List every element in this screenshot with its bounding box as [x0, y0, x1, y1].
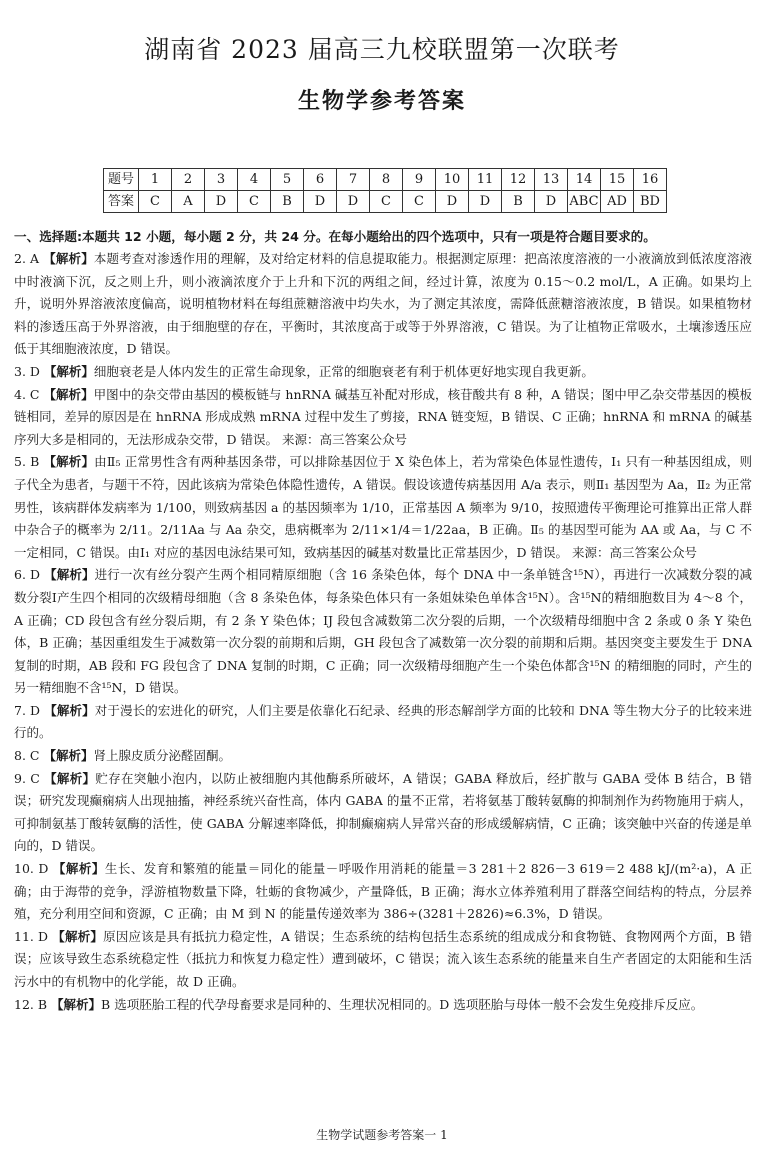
analysis-tag: 【解析】 — [43, 386, 94, 402]
question-number-cell: 15 — [601, 169, 634, 191]
answer-cell: BD — [634, 191, 667, 213]
document-title: 湖南省 2023 届高三九校联盟第一次联考 — [144, 35, 620, 64]
page-footer: 生物学试题参考答案一 1 — [316, 1128, 448, 1142]
question-explanation — [14, 248, 752, 361]
question-answer-label: 6. D — [14, 567, 41, 583]
explanation-text: 进行一次有丝分裂产生两个相同精原细胞（含 16 条染色体，每个 DNA 中一条单链含¹⁵N），再进行一次减数分裂的减数分裂Ⅰ产生四个相同的次级精母细胞（含 8 条染色体，每条染色体只有一条姐妹染色单体含¹⁵N）。含¹⁵N的精细胞数目为 4～8 个，A 正确；CD 段包含有丝分裂后期，有 2 条 Y 染色体；IJ 段包含减数第二次分裂的后期，一个次级精母细胞中含 2 条或 0 条 Y 染色体，B 正确；基因重组发生于减数第一次分裂的前期和后期，GH 段包含了减数第一次分裂的前期和后期。基因突变主要发生于 DNA 复制的时期，AB 段和 FG 段包含了 DNA 复制的时期，C 正确；同一次级精母细胞产生一个染色体都含¹⁵N 的精细胞的同时，产生的另一精细胞不含¹⁵N，D 错误。 — [14, 567, 752, 696]
explanation-text: B 选项胚胎工程的代孕母畜要求是同种的、生理状况相同的。D 选项胚胎与母体一般不会发生免疫排斥反应。 — [101, 996, 704, 1012]
source-note: 来源：高三答案公众号 — [571, 544, 697, 560]
question-number-cell: 5 — [271, 169, 304, 191]
answer-cell: D — [535, 191, 568, 213]
explanation-text: 由Ⅱ₅ 正常男性含有两种基因条带，可以排除基因位于 X 染色体上，若为常染色体显性遗传，Ⅰ₁ 只有一种基因组成，则子代全为患者，与题干不符，因此该病为常染色体隐性遗传，A 错误。假设该遗传病基因用 A/a 表示，则Ⅱ₁ 基因型为 Aa，Ⅱ₂ 为正常男性，该病群体发病率为 1/100，则致病基因 a 的基因频率为 1/10，正常基因 A 频率为 9/10，按照遗传平衡理论可推算出正常人群中杂合子的概率为 2/11。2/11Aa 与 Aa 杂交，患病概率为 2/11×1/4＝1/22aa，B 正确。Ⅱ₅ 的基因型可能为 AA 或 Aa，与 C 不一定相同，C 错误。由Ⅰ₁ 对应的基因电泳结果可知，致病基因的碱基对数量比正常基因少，D 错误。 — [14, 454, 752, 560]
question-number-cell: 12 — [502, 169, 535, 191]
question-explanation — [14, 564, 752, 700]
analysis-tag: 【解析】 — [43, 748, 94, 764]
analysis-tag: 【解析】 — [44, 770, 96, 786]
answer-cell: D — [205, 191, 238, 213]
question-number-cell: 4 — [238, 169, 271, 191]
question-answer-label: 4. C — [14, 386, 40, 402]
question-explanation — [14, 384, 752, 452]
analysis-tag: 【解析】 — [44, 567, 95, 583]
section-heading: 一、选择题:本题共 12 小题，每小题 2 分，共 24 分。在每小题给出的四个选项中，只有一项是符合题目要求的。 — [14, 229, 656, 244]
answer-cell: ABC — [568, 191, 601, 213]
question-answer-label: 3. D — [14, 363, 40, 379]
answer-cell: C — [238, 191, 271, 213]
analysis-tag: 【解析】 — [52, 928, 104, 944]
table-row-label: 答案 — [104, 191, 139, 213]
analysis-tag: 【解析】 — [43, 251, 94, 266]
question-explanation — [14, 768, 752, 858]
question-number-cell: 13 — [535, 169, 568, 191]
question-answer-label: 10. D — [14, 861, 49, 877]
question-explanation — [14, 926, 752, 994]
answer-table-answer-row — [104, 191, 667, 213]
question-number-cell: 8 — [370, 169, 403, 191]
analysis-tag: 【解析】 — [52, 861, 105, 877]
explanation-text: 生长、发育和繁殖的能量＝同化的能量－呼吸作用消耗的能量＝3 281＋2 826－3 619＝2 488 kJ/(m²·a)，A 正确；由于海带的竞争，浮游植物数量下降，牡蛎的食物减少，产量降低，B 正确；海水立体养殖利用了群落空间结构的特点，分层养殖，充分利用空间和资源，C 正确；由 M 到 N 的能量传递效率为 386÷(3281＋2826)≈6.3%，D 错误。 — [14, 861, 752, 922]
answer-explanations — [14, 248, 752, 1016]
table-row-label: 题号 — [104, 169, 139, 191]
answer-cell: C — [403, 191, 436, 213]
question-answer-label: 5. B — [14, 454, 40, 470]
explanation-text: 细胞衰老是人体内发生的正常生命现象，正常的细胞衰老有利于机体更好地实现自我更新。 — [93, 363, 594, 379]
answer-table — [103, 168, 667, 213]
answer-cell: AD — [601, 191, 634, 213]
source-note: 来源：高三答案公众号 — [281, 431, 407, 447]
answer-cell: D — [337, 191, 370, 213]
answer-cell: D — [304, 191, 337, 213]
analysis-tag: 【解析】 — [51, 996, 102, 1012]
answer-cell: C — [139, 191, 172, 213]
question-number-cell: 1 — [139, 169, 172, 191]
question-number-cell: 11 — [469, 169, 502, 191]
question-explanation — [14, 745, 752, 768]
question-number-cell: 16 — [634, 169, 667, 191]
question-number-cell: 10 — [436, 169, 469, 191]
explanation-text: 本题考查对渗透作用的理解，及对给定材料的信息提取能力。根据测定原理：把高浓度溶液的一小液滴放到低浓度溶液中时液滴下沉，反之则上升，则小液滴浓度介于上升和下沉的两组之间，经过计算，浓度为 0.15～0.2 mol/L，A 正确。如果均上升，说明外界溶液浓度偏高，说明植物材料在每组蔗糖溶液中均失水，为了测定其浓度，需降低蔗糖溶液浓度，B 错误。如果植物材料的渗透压高于外界溶液，由于细胞壁的存在，平衡时，其浓度高于或等于外界溶液，C 错误。为了让植物正常吸水，土壤渗透压应低于其细胞液浓度，D 错误。 — [14, 251, 752, 357]
question-number-cell: 6 — [304, 169, 337, 191]
analysis-tag: 【解析】 — [43, 454, 95, 470]
question-explanation — [14, 858, 752, 926]
question-explanation — [14, 361, 752, 384]
answer-cell: A — [172, 191, 205, 213]
question-explanation — [14, 700, 752, 745]
question-number-cell: 9 — [403, 169, 436, 191]
question-explanation — [14, 994, 752, 1017]
explanation-text: 对于漫长的宏进化的研究，人们主要是依靠化石纪录、经典的形态解剖学方面的比较和 DNA 等生物大分子的比较来进行的。 — [14, 702, 752, 741]
answer-cell: D — [469, 191, 502, 213]
question-answer-label: 8. C — [14, 748, 40, 764]
question-number-cell: 7 — [337, 169, 370, 191]
document-subtitle: 生物学参考答案 — [297, 88, 466, 114]
question-answer-label: 9. C — [14, 770, 40, 786]
question-answer-label: 7. D — [14, 702, 41, 718]
analysis-tag: 【解析】 — [43, 363, 94, 379]
answer-cell: D — [436, 191, 469, 213]
answer-cell: B — [502, 191, 535, 213]
question-number-cell: 2 — [172, 169, 205, 191]
question-explanation — [14, 451, 752, 564]
question-number-cell: 3 — [205, 169, 238, 191]
question-number-cell: 14 — [568, 169, 601, 191]
explanation-text: 甲图中的杂交带由基因的模板链与 hnRNA 碱基互补配对形成，核苷酸共有 8 种，A 错误；图中甲乙杂交带基因的模板链相同，差异的原因是在 hnRNA 形成成熟 mRNA 过程中发生了剪接，RNA 链变短，B 错误、C 正确；hnRNA 和 mRNA 的碱基序列大多是相同的，无法形成杂交带，D 错误。 — [14, 386, 752, 447]
question-answer-label: 11. D — [14, 928, 49, 944]
question-answer-label: 2. A — [14, 251, 40, 266]
answer-cell: B — [271, 191, 304, 213]
analysis-tag: 【解析】 — [44, 702, 95, 718]
explanation-text: 肾上腺皮质分泌醛固酮。 — [93, 748, 231, 764]
explanation-text: 贮存在突触小泡内，以防止被细胞内其他酶系所破坏，A 错误；GABA 释放后，经扩散与 GABA 受体 B 结合，B 错误；研究发现癫痫病人出现抽搐，神经系统兴奋性高，体内 GABA 的量不正常，若将氨基丁酸转氨酶的抑制剂作为药物施用于病人，可抑制氨基丁酸转氨酶的活性，使 GABA 分解速率降低，抑制癫痫病人异常兴奋的形成缓解病情，C 正确；该突触中兴奋的传递是单向的，D 错误。 — [14, 770, 752, 854]
answer-table-number-row — [104, 169, 667, 191]
explanation-text: 原因应该是具有抵抗力稳定性，A 错误；生态系统的结构包括生态系统的组成成分和食物链、食物网两个方面，B 错误；应该导致生态系统稳定性（抵抗力和恢复力稳定性）遭到破坏，C 错误；流入该生态系统的能量来自生产者固定的太阳能和生活污水中的有机物中的化学能，故 D 正确。 — [14, 928, 752, 989]
answer-cell: C — [370, 191, 403, 213]
question-answer-label: 12. B — [14, 996, 48, 1012]
